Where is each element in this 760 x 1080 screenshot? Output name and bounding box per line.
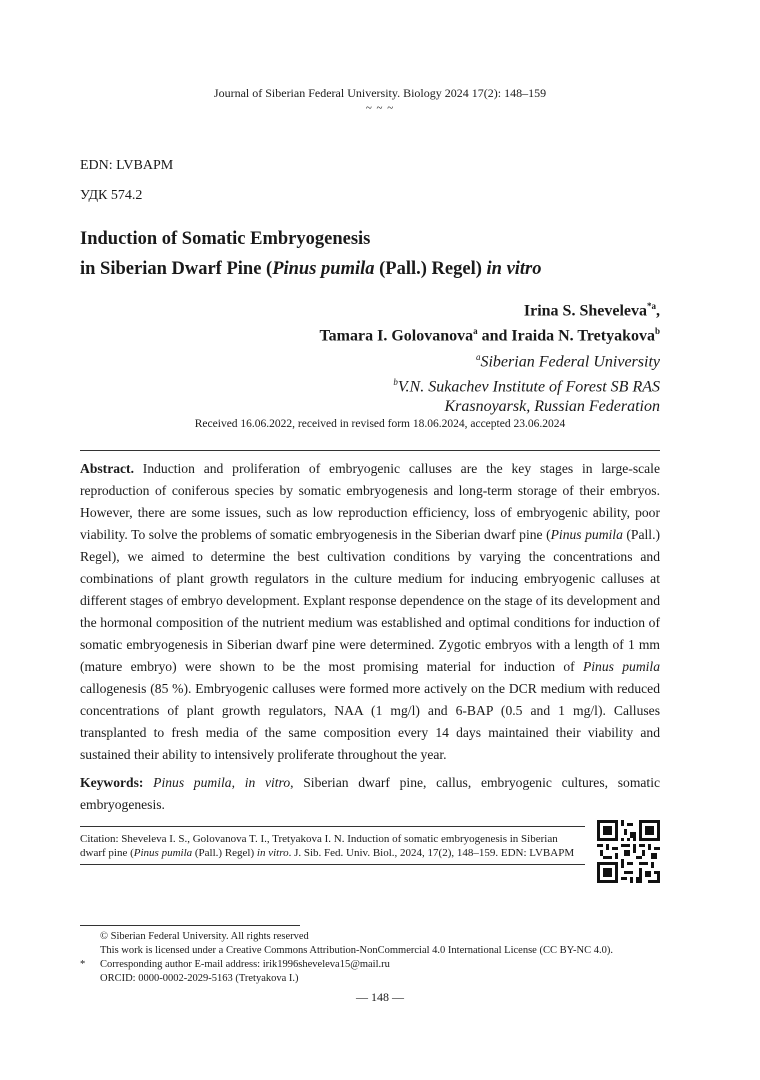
received-dates: Received 16.06.2022, received in revised form 18.06.2024, accepted 23.06.2024 xyxy=(194,418,566,430)
copyright-notice: © Siberian Federal University. All rights reserved xyxy=(100,931,309,942)
affiliation-location: Krasnoyarsk, Russian Federation xyxy=(444,398,660,416)
author-block xyxy=(140,296,660,417)
title-line-2 xyxy=(80,254,700,284)
abstract-species: Pinus pumila xyxy=(550,527,623,542)
author-and: and xyxy=(477,327,512,345)
affiliation-b xyxy=(140,372,660,397)
aff-sup: b xyxy=(393,376,398,387)
corresponding-email: Corresponding author E-mail address: irik1996sheveleva15@mail.ru xyxy=(100,959,390,970)
title-species: Pinus pumila xyxy=(272,259,375,279)
citation-species: Pinus pumila xyxy=(133,847,193,859)
title-text: in Siberian Dwarf Pine ( xyxy=(80,259,273,279)
citation-in-vitro: in vitro xyxy=(256,847,289,859)
title-line-1: Induction of Somatic Embryogenesis xyxy=(80,229,371,249)
aff-sup: a xyxy=(475,351,481,362)
author-name: Iraida N. Tretyakova xyxy=(511,327,655,345)
author-sup: b xyxy=(654,326,660,337)
author-punct: , xyxy=(656,302,660,320)
abstract-text: callogenesis (85 %). Embryogenic calluses were formed more actively on the DCR medium with reduced concentrations of plant growth regulators, NAA (1 mg/l) and 6-BAP (0.5 and 1 mg/l). Calluses transplanted to fresh media of the same composition every 14 days maintained their viability and sustained their ability to intensively proliferate throughout the year. xyxy=(80,681,660,762)
keywords-text: , Siberian dwarf pine, callus, embryogenic cultures, somatic embryogenesis. xyxy=(80,775,661,812)
abstract-text: (Pall.) Regel), we aimed to determine the best cultivation conditions by varying the concentrations and combinations of plant growth regulators in the culture medium for inducing embryogenic calluses at different stages of embryo development. Explant response dependence on the stage of its development and the hormonal composition of the nutrient medium was established and optimal conditions for induction of somatic embryogenesis in Siberian dwarf pine were determined. Zygotic embryos with a length of 1 mm (mature embryo) were shown to be the most promising material for induction of xyxy=(80,527,660,674)
title-text: (Pall.) Regel) xyxy=(374,259,487,279)
udk-code: УДК 574.2 xyxy=(80,188,143,203)
citation-text: . J. Sib. Fed. Univ. Biol., 2024, 17(2), 148–159. EDN: LVBAPM xyxy=(288,847,575,859)
article-title xyxy=(80,224,700,284)
aff-name: Siberian Federal University xyxy=(480,352,660,370)
edn-code: EDN: LVBAPM xyxy=(80,158,174,173)
keywords xyxy=(80,772,660,816)
author-line-1 xyxy=(140,296,660,321)
abstract-text: Induction and proliferation of embryogenic calluses are the key stages in large-scale reproduction of coniferous species by somatic embryogenesis and long-term storage of their embryos. However, there are some issues, such as low reproduction efficiency, loss of embryogenic ability, poor viability. To solve the problems of somatic embryogenesis in the Siberian dwarf pine ( xyxy=(80,461,660,542)
abstract-species: Pinus pumila xyxy=(582,659,661,674)
keyword-in-vitro: in vitro xyxy=(244,775,291,790)
divider xyxy=(80,826,585,827)
license-notice: This work is licensed under a Creative Commons Attribution-NonCommercial 4.0 International License (CC BY-NC 4.0). xyxy=(100,945,613,956)
qr-code-icon[interactable] xyxy=(597,820,660,883)
abstract-label: Abstract. xyxy=(80,461,134,476)
keyword-species: Pinus pumila xyxy=(153,775,232,790)
divider xyxy=(80,864,585,865)
divider xyxy=(80,450,660,451)
keyword-sep: , xyxy=(231,775,245,790)
footnote-divider xyxy=(80,925,300,926)
keywords-label: Keywords: xyxy=(80,775,144,790)
affiliation-a xyxy=(140,347,660,372)
author-sup: a xyxy=(473,326,478,337)
aff-name: V.N. Sukachev Institute of Forest SB RAS xyxy=(397,378,660,396)
journal-header: Journal of Siberian Federal University. Biology 2024 17(2): 148–159 xyxy=(213,86,547,100)
author-line-2 xyxy=(140,321,660,346)
author-sup: *a xyxy=(647,301,656,311)
author-name: Tamara I. Golovanova xyxy=(319,327,474,345)
abstract xyxy=(80,458,660,766)
title-in-vitro: in vitro xyxy=(486,259,542,279)
citation-text: (Pall.) Regel) xyxy=(192,847,257,859)
author-name: Irina S. Sheveleva xyxy=(523,302,647,320)
orcid: ORCID: 0000-0002-2029-5163 (Tretyakova I.) xyxy=(100,973,299,984)
citation xyxy=(80,832,586,860)
citation-text: Citation: Sheveleva I. S., Golovanova T. I., Tretyakova I. N. Induction of somatic embryogenesis in Siberian dwarf pine ( xyxy=(80,833,558,859)
header-separator: ~ ~ ~ xyxy=(365,102,395,114)
footnote-star: * xyxy=(80,959,86,970)
page-number: — 148 — xyxy=(356,990,404,1004)
